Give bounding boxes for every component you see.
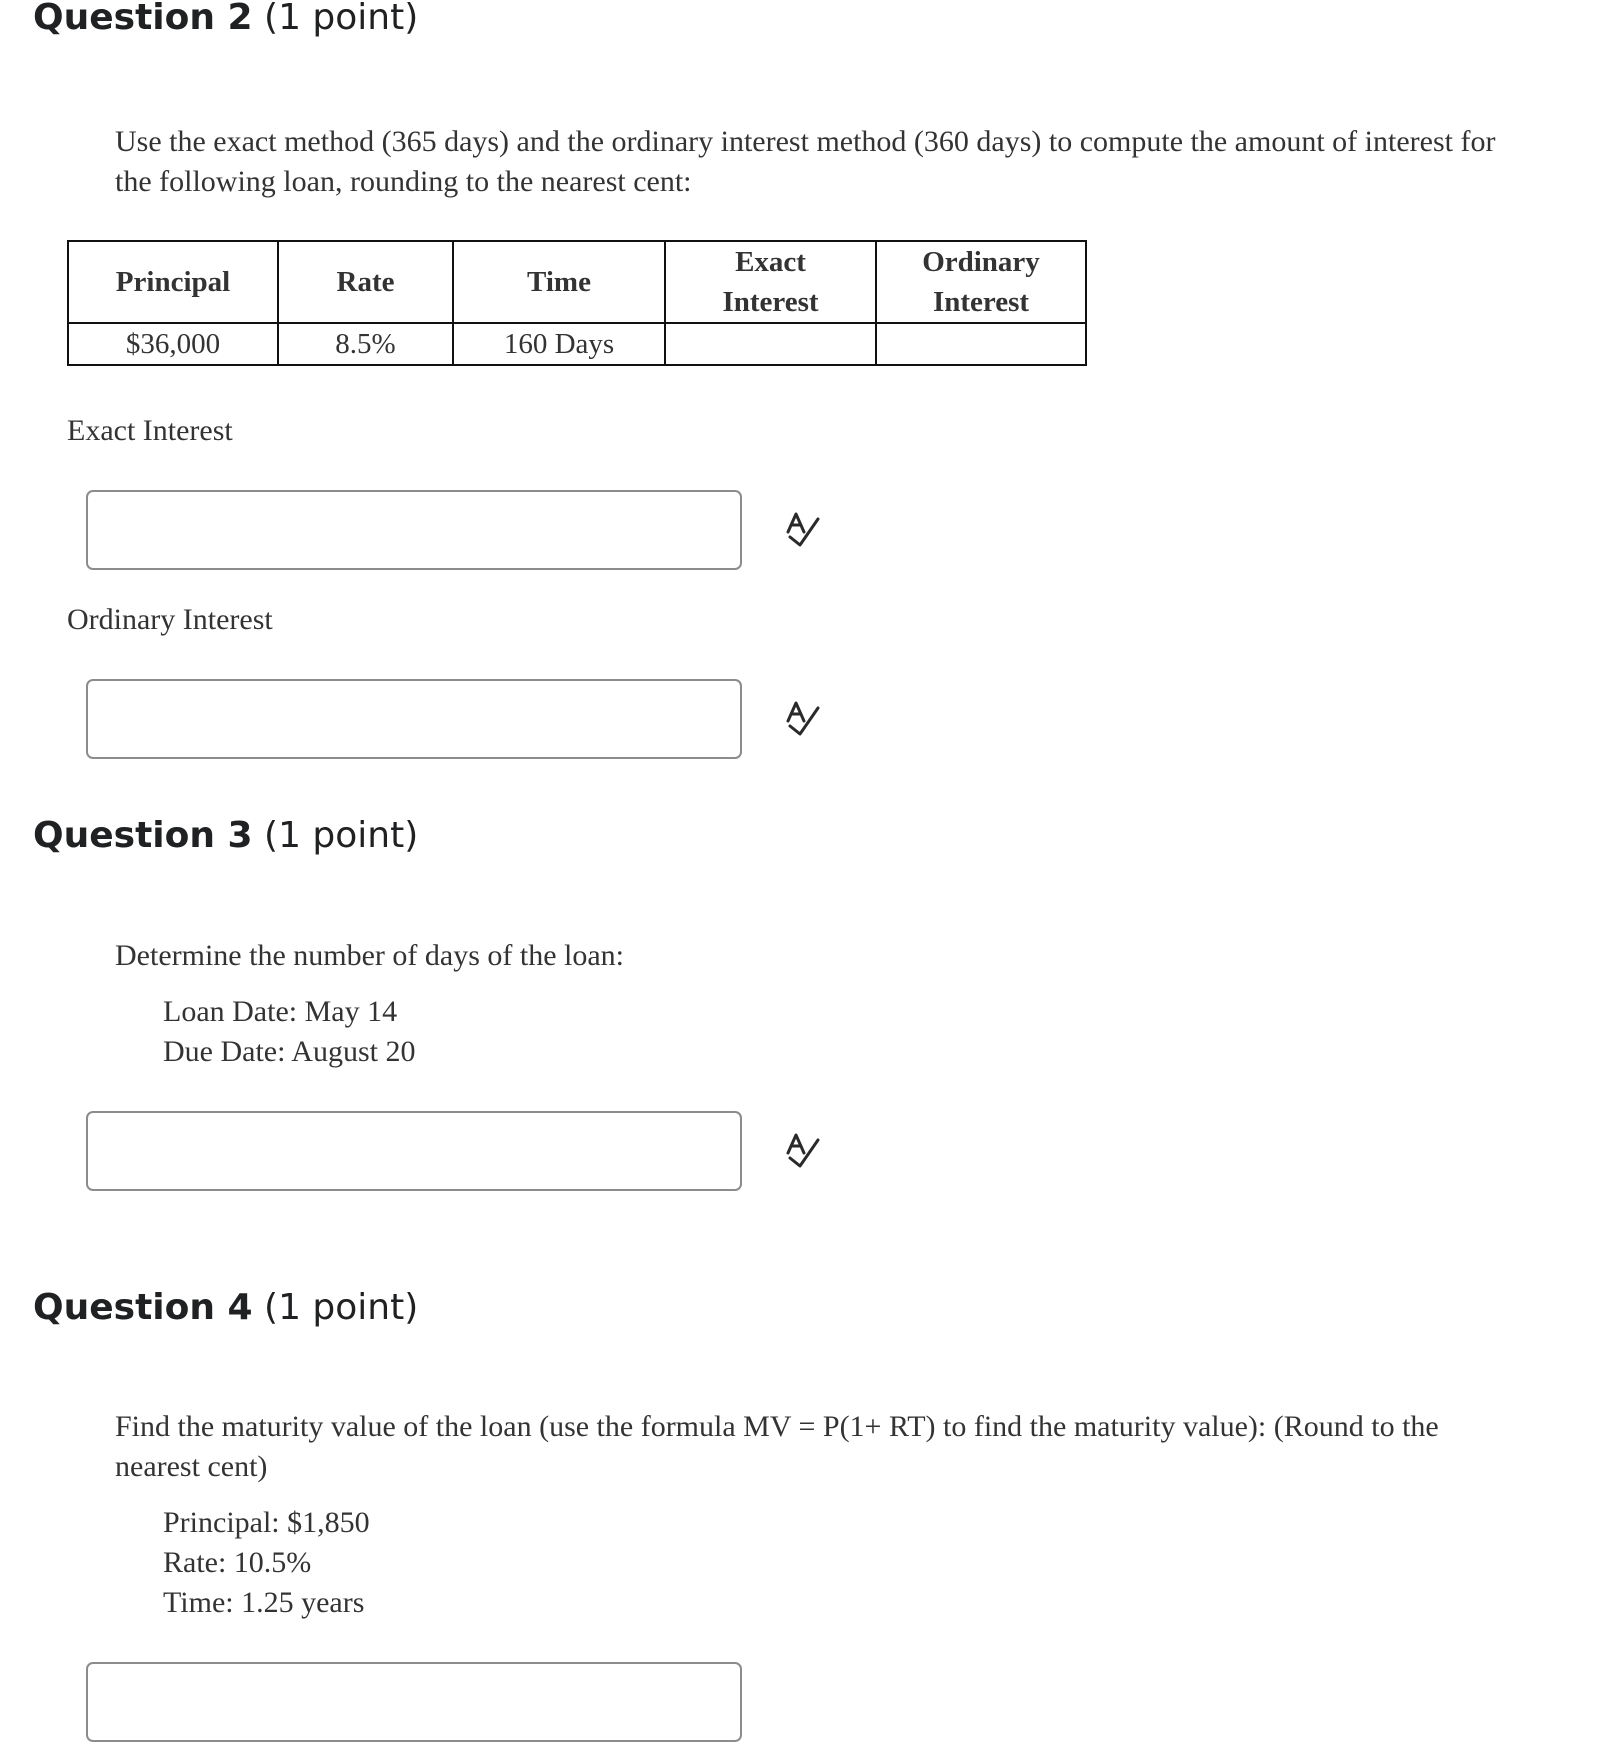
spell-check-icon-graphic <box>784 1131 828 1175</box>
question-4-points: (1 point) <box>264 1287 419 1328</box>
question-4-prompt: Find the maturity value of the loan (use the formula MV = P(1+ RT) to find the maturity value): (Round to the nearest cent) <box>115 1410 1439 1483</box>
spell-check-icon[interactable] <box>784 1131 828 1175</box>
question-2-name: Question 2 <box>33 0 253 38</box>
loan-table <box>67 240 1087 366</box>
header-time: Time <box>453 241 665 323</box>
question-3-loan-details <box>163 992 415 1072</box>
table-row <box>68 323 1086 365</box>
question-3-prompt: Determine the number of days of the loan: <box>115 939 625 972</box>
cell-rate: 8.5% <box>278 323 453 365</box>
cell-time: 160 Days <box>453 323 665 365</box>
maturity-value-input[interactable] <box>86 1662 742 1742</box>
cell-principal: $36,000 <box>68 323 278 365</box>
question-2-title <box>33 0 418 40</box>
question-4-name: Question 4 <box>33 1287 253 1328</box>
exact-interest-label: Exact Interest <box>67 414 233 447</box>
ordinary-interest-label: Ordinary Interest <box>67 603 273 636</box>
spell-check-icon-graphic <box>784 510 828 554</box>
header-principal: Principal <box>68 241 278 323</box>
table-header-row <box>68 241 1086 323</box>
cell-exact-interest <box>665 323 876 365</box>
header-ordinary-line2: Interest <box>932 286 1030 318</box>
header-exact-interest <box>665 241 876 323</box>
exact-interest-input[interactable] <box>86 490 742 570</box>
header-ordinary-interest <box>876 241 1086 323</box>
rate-line: Rate: 10.5% <box>163 1546 312 1579</box>
question-4-loan-details <box>163 1503 370 1623</box>
loan-date: Loan Date: May 14 <box>163 995 398 1028</box>
ordinary-interest-input[interactable] <box>86 679 742 759</box>
question-2-points: (1 point) <box>264 0 419 38</box>
principal-line: Principal: $1,850 <box>163 1506 370 1539</box>
time-line: Time: 1.25 years <box>163 1586 365 1619</box>
header-exact-line1: Exact <box>735 246 806 278</box>
header-ordinary-line1: Ordinary <box>922 246 1040 278</box>
question-2-prompt: Use the exact method (365 days) and the ordinary interest method (360 days) to compute the amount of interest for the following loan, rounding to the nearest cent: <box>115 125 1496 198</box>
spell-check-icon[interactable] <box>784 510 828 554</box>
spell-check-icon[interactable] <box>784 699 828 743</box>
spell-check-icon-graphic <box>784 699 828 743</box>
days-answer-input[interactable] <box>86 1111 742 1191</box>
header-rate: Rate <box>278 241 453 323</box>
due-date: Due Date: August 20 <box>163 1035 416 1068</box>
question-3-points: (1 point) <box>264 815 419 856</box>
question-4-title <box>33 1286 418 1330</box>
question-3-title <box>33 814 418 858</box>
question-3-name: Question 3 <box>33 815 253 856</box>
header-exact-line2: Interest <box>722 286 819 318</box>
cell-ordinary-interest <box>876 323 1086 365</box>
